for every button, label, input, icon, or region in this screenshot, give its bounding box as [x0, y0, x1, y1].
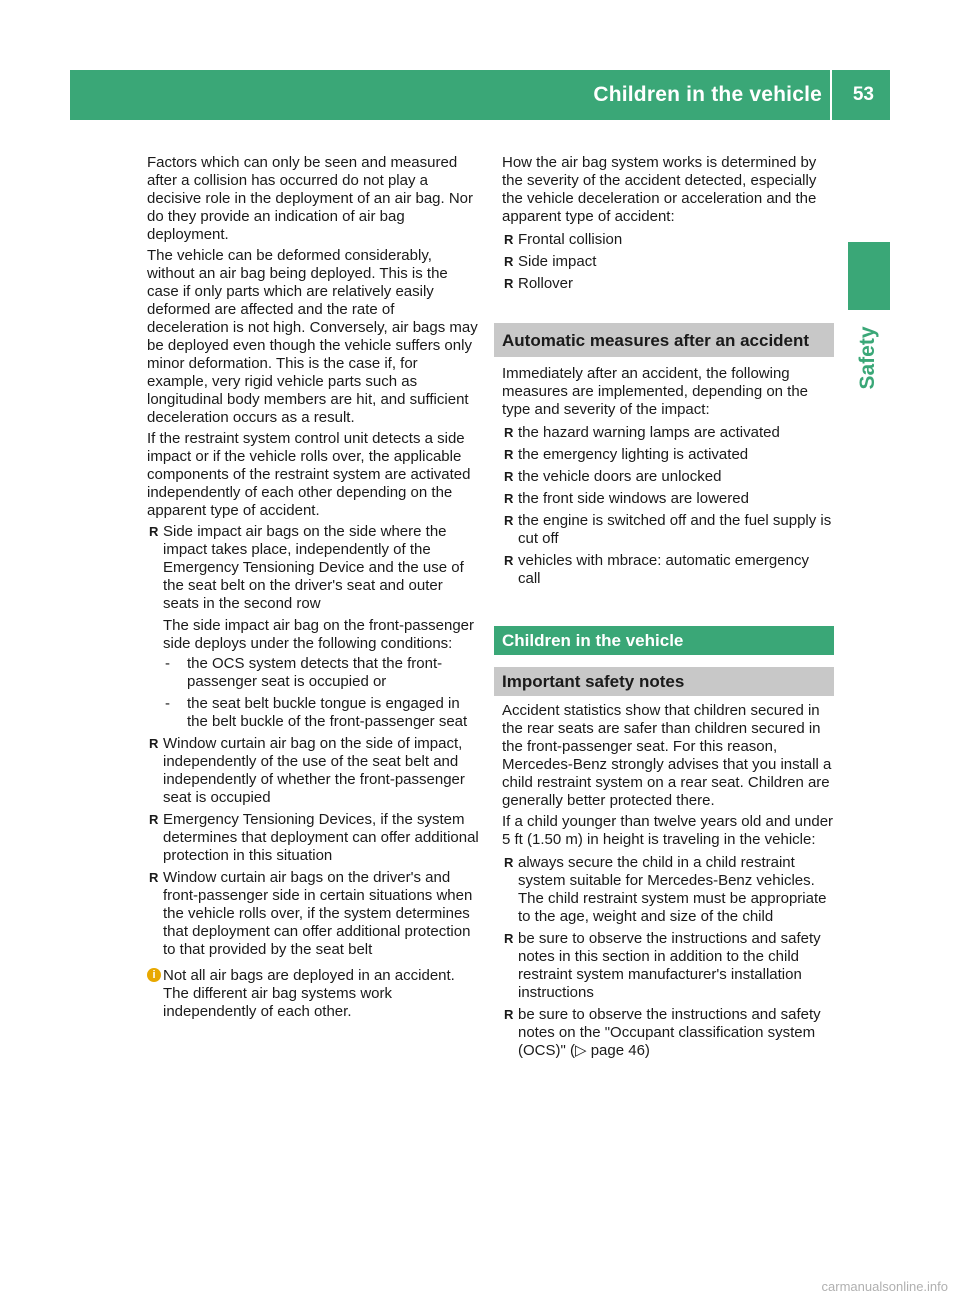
list-item: [502, 446, 834, 464]
child-safety-list: [502, 854, 834, 1060]
list-item-text: Window curtain air bags on the driver's and front-passenger side in certain situations when the vehicle rolls over, if the system determines that deployment can offer additional protection to that provided by the seat belt: [163, 869, 473, 958]
chapter-heading: Children in the vehicle: [494, 626, 834, 655]
list-item-text: Rollover: [518, 275, 574, 292]
list-item: [502, 275, 834, 293]
list-item-text: Frontal collision: [518, 231, 623, 248]
list-item: [502, 231, 834, 249]
info-note-text: Not all air bags are deployed in an accident. The different air bag systems work independently of each other.: [163, 967, 455, 1020]
section-heading: Automatic measures after an accident: [494, 323, 834, 357]
paragraph: Factors which can only be seen and measured after a collision has occurred do not play a decisive role in the deployment of an air bag. Nor do they provide an indication of air bag deployment.: [147, 154, 474, 243]
list-item: [502, 1006, 834, 1060]
left-column: [147, 154, 480, 1021]
bullet-icon: R: [504, 425, 514, 440]
bullet-icon: R: [504, 855, 514, 870]
accident-type-list: [502, 231, 834, 293]
list-item: [147, 655, 480, 691]
list-item-text: the front side windows are lowered: [518, 490, 749, 507]
list-item-text: the hazard warning lamps are activated: [518, 424, 780, 441]
list-item: [147, 695, 480, 731]
automatic-measures-list: [502, 424, 834, 588]
list-item: [147, 869, 480, 959]
list-item: [502, 253, 834, 271]
list-item-text: Window curtain air bag on the side of impact, independently of the use of the seat belt and independently of whether the front-passenger seat is occupied: [163, 735, 465, 806]
bullet-icon: R: [149, 812, 159, 827]
list-item: [502, 468, 834, 486]
right-column: [502, 154, 834, 1064]
paragraph: The vehicle can be deformed considerably, without an air bag being deployed. This is the case if only parts which are relatively easily deformed are affected and the rate of deceleration is not high. Conversely, air bags may be deployed even though the vehicle suffers only minor deformation. This is the case if, for example, very rigid vehicle parts such as longitudinal body members are hit, and sufficient deceleration occurs as a result.: [147, 247, 478, 426]
list-item: [502, 490, 834, 508]
list-item-text: always secure the child in a child restraint system suitable for Mercedes-Benz vehicles. The child restraint system must be appropriate to the age, weight and size of the child: [518, 854, 827, 925]
bullet-icon: R: [504, 553, 514, 568]
list-item-text: Side impact: [518, 253, 597, 270]
page-header: [70, 70, 890, 120]
bullet-icon: R: [504, 254, 514, 269]
bullet-icon: R: [149, 736, 159, 751]
page-reference-link[interactable]: page 46): [586, 1042, 650, 1059]
bullet-icon: R: [504, 1007, 514, 1022]
bullet-icon: R: [504, 447, 514, 462]
list-item-text: vehicles with mbrace: automatic emergency call: [518, 552, 809, 587]
watermark-text: carmanualsonline.info: [821, 1279, 948, 1294]
paragraph: Immediately after an accident, the following measures are implemented, depending on the type and severity of the impact:: [502, 365, 809, 418]
bullet-icon: R: [504, 276, 514, 291]
list-item: [502, 854, 834, 926]
info-note: [147, 967, 480, 1021]
list-item-text: the emergency lighting is activated: [518, 446, 749, 463]
restraint-component-list: [147, 523, 480, 959]
list-item-subtext: The side impact air bag on the front-passenger side deploys under the following conditions:: [163, 617, 475, 652]
bullet-icon: R: [504, 232, 514, 247]
paragraph: If a child younger than twelve years old and under 5 ft (1.50 m) in height is traveling in the vehicle:: [502, 813, 834, 848]
paragraph: How the air bag system works is determined by the severity of the accident detected, especially the vehicle deceleration or acceleration and the apparent type of accident:: [502, 154, 817, 225]
section-tab-label: [846, 318, 890, 398]
bullet-icon: R: [149, 870, 159, 885]
list-item: [502, 424, 834, 442]
list-item: [147, 811, 480, 865]
list-item: [502, 930, 834, 1002]
chapter-title: Children in the vehicle: [593, 83, 822, 106]
list-item-text: Emergency Tensioning Devices, if the system determines that deployment can offer additional protection in this situation: [163, 811, 479, 864]
list-item-text: be sure to observe the instructions and safety notes on the "Occupant classification system (OCS)" (: [518, 1006, 821, 1059]
section-tab-marker: [848, 242, 890, 310]
bullet-icon: R: [504, 513, 514, 528]
paragraph: Accident statistics show that children secured in the rear seats are safer than children secured in the front-passenger seat. For this reason, Mercedes-Benz strongly advises that you install a child restraint system on a rear seat. Children are generally better protected there.: [502, 702, 832, 809]
dash-icon: -: [165, 655, 170, 672]
list-item-text: the vehicle doors are unlocked: [518, 468, 722, 485]
section-heading: Important safety notes: [494, 667, 834, 696]
bullet-icon: R: [504, 931, 514, 946]
list-item: [147, 523, 480, 731]
section-tab-text: Safety: [856, 326, 879, 390]
paragraph: If the restraint system control unit detects a side impact or if the vehicle rolls over, the applicable components of the restraint system are activated independently of each other depending on the apparent type of accident.: [147, 430, 471, 519]
list-item: [502, 552, 834, 588]
list-item-text: be sure to observe the instructions and safety notes in this section in addition to the child restraint system manufacturer's installation instructions: [518, 930, 821, 1001]
page-reference-arrow-icon: ▷: [574, 1042, 587, 1059]
info-icon: i: [147, 968, 161, 982]
list-item-text: Side impact air bags on the side where the impact takes place, independently of the Emergency Tensioning Device and the use of the seat belt on the driver's seat and outer seats in the second row: [163, 523, 464, 612]
list-item-text: the engine is switched off and the fuel supply is cut off: [518, 512, 832, 547]
list-item-text: the seat belt buckle tongue is engaged in the belt buckle of the front-passenger seat: [187, 695, 468, 730]
header-divider: [830, 70, 832, 120]
bullet-icon: R: [504, 469, 514, 484]
list-item-text: the OCS system detects that the front-passenger seat is occupied or: [187, 655, 443, 690]
bullet-icon: R: [504, 491, 514, 506]
bullet-icon: R: [149, 524, 159, 539]
list-item: [147, 735, 480, 807]
condition-list: [147, 655, 480, 731]
page-number: 53: [852, 84, 874, 105]
dash-icon: -: [165, 695, 170, 712]
list-item: [502, 512, 834, 548]
